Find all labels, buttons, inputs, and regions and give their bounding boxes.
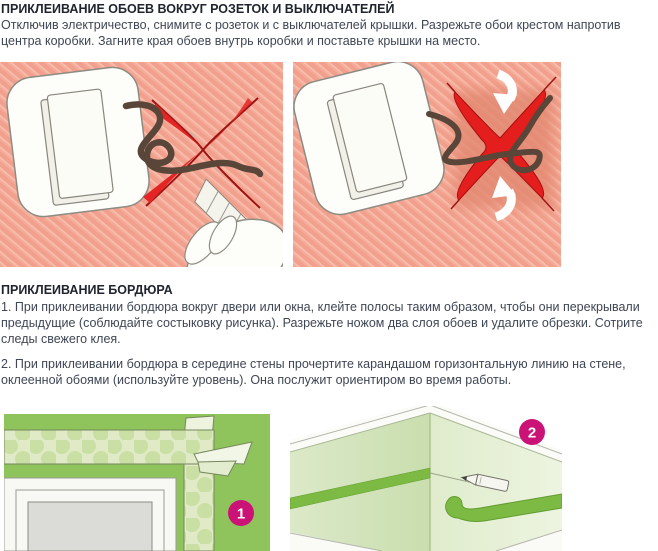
border-step-1: 1. При приклеивании бордюра вокруг двери или окна, клейте полосы таким образом, чтобы они перекрывали предыдущие (соблюдайте состыковку рисунка). Разрежьте ножом два слоя обоев и удалите обрезки. Сотрите следы свежего клея.	[1, 300, 643, 346]
step-1-badge	[228, 500, 254, 526]
border-step-2: 2. При приклеивании бордюра в середине стены прочертите карандашом горизонтальную линию на стене, оклеенной обоями (используйте уровень). Она послужит ориентиром во время работы.	[1, 357, 626, 387]
polka-dot-border-horizontal	[4, 430, 214, 464]
outlets-instructions: Отключив электричество, снимите с розеток и с выключателей крышки. Разрежьте обои крестом напротив центра коробки. Загните края обоев внутрь коробки и поставьте крышки на место.	[1, 18, 621, 48]
figure-switch-fold	[293, 62, 561, 267]
section-heading-outlets: ПРИКЛЕИВАНИЕ ОБОЕВ ВОКРУГ РОЗЕТОК И ВЫКЛЮЧАТЕЛЕЙ	[1, 2, 395, 16]
step-2-badge	[519, 419, 545, 445]
window-frame-icon	[4, 478, 176, 551]
figure-border-window-corner	[4, 414, 270, 551]
switch-plate-icon	[4, 64, 152, 219]
svg-text:2: 2	[527, 424, 537, 442]
figure-switch-cut	[0, 62, 283, 267]
svg-text:1: 1	[236, 505, 246, 523]
figure-border-midwall	[290, 406, 562, 551]
section-heading-border: ПРИКЛЕИВАНИЕ БОРДЮРА	[1, 283, 173, 297]
